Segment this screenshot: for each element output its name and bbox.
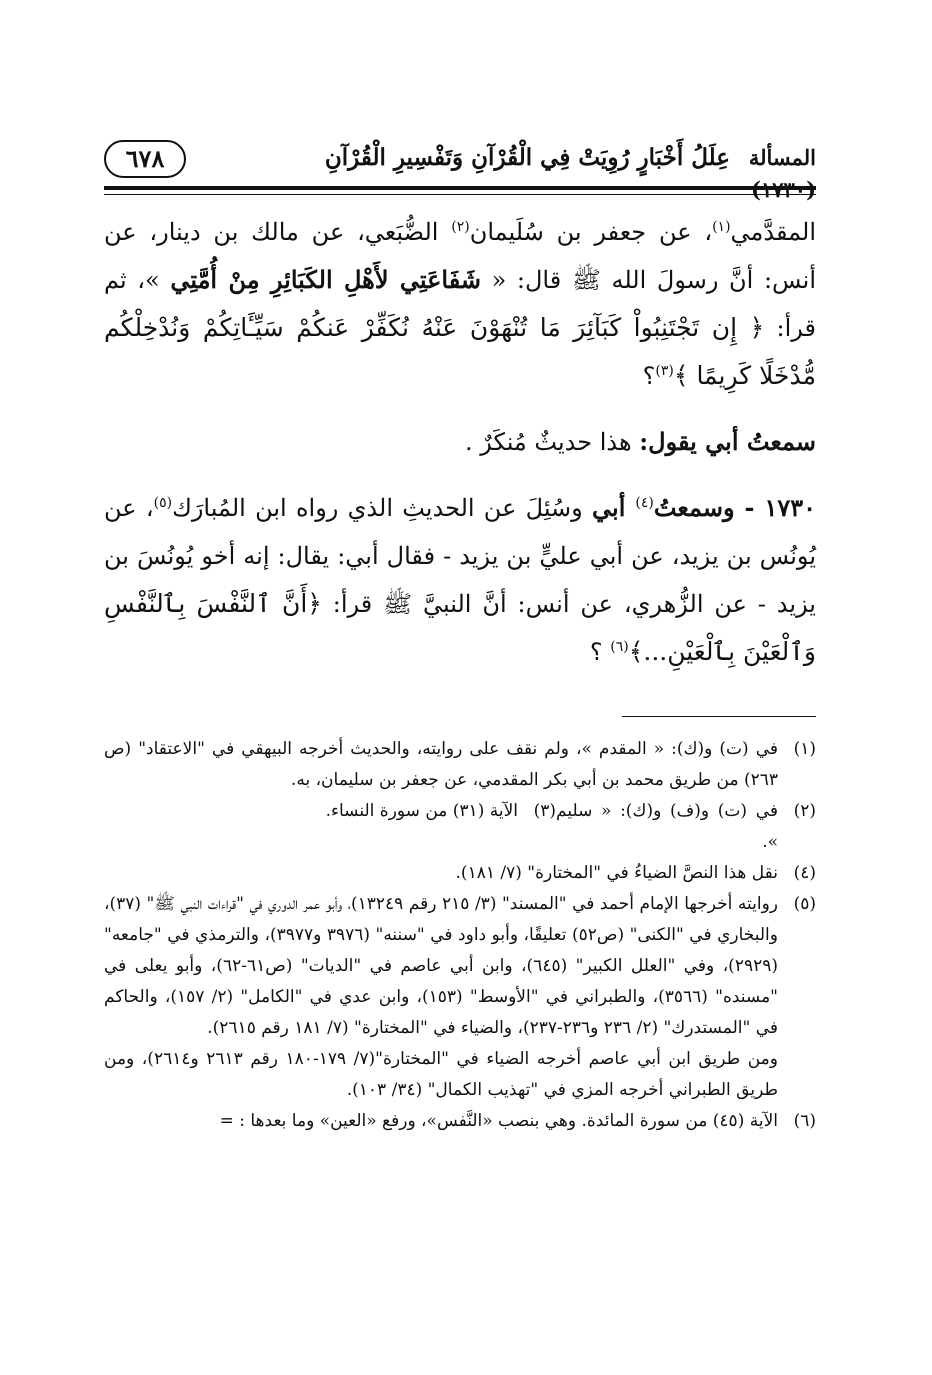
footnote-ref[interactable]: (٣) bbox=[655, 363, 674, 379]
narrator-label: سمعتُ أبي يقول: bbox=[639, 427, 816, 456]
footnote-2 bbox=[556, 796, 816, 858]
text-run: ، عن جعفر بن سُلَيمان bbox=[469, 218, 713, 246]
footnote-ref[interactable]: (٦) bbox=[610, 639, 629, 655]
spacer bbox=[104, 466, 816, 484]
issue-heading: ١٧٣٠ - وسمعتُ bbox=[653, 493, 817, 522]
text-run: المقدَّمي bbox=[730, 218, 816, 246]
footnote-text: الآية (٤٥) من سورة المائدة. وهي بنصب «النَّفس»، ورفع «العين» وما بعدها : = bbox=[219, 1111, 778, 1131]
footnote-number: (٤) bbox=[793, 863, 816, 883]
footnote-text: في (ت) و(ك): « المقدم »، ولم نقف على روايته، والحديث أخرجه البيهقي في "الاعتقاد" (ص ٢٦٣) من طريق محمد بن أبي بكر المقدمي، عن جعفر بن سليمان، به. bbox=[104, 739, 778, 790]
text-run: »، ثم قرأ: bbox=[104, 266, 816, 342]
text-run: ؟ bbox=[642, 362, 656, 390]
footnote-text: نقل هذا النصَّ الضياءُ في "المختارة" (٧/ ١٨١). bbox=[455, 863, 778, 883]
footnote-3 bbox=[296, 796, 556, 858]
page-number: ٦٧٨ bbox=[104, 140, 186, 178]
footnote-ref[interactable]: (٤) bbox=[635, 495, 654, 511]
footnote-text bbox=[104, 889, 778, 1106]
text-run: ؟ bbox=[589, 638, 611, 666]
paragraph-verdict bbox=[104, 418, 816, 466]
spacer bbox=[104, 400, 816, 418]
paragraph-hadith bbox=[104, 208, 816, 400]
footnote-separator bbox=[622, 716, 816, 717]
footnote-number: (١) bbox=[793, 739, 816, 759]
footnote-text: الآية (٣١) من سورة النساء. bbox=[325, 801, 518, 821]
issue-number: المسألة bbox=[748, 145, 816, 170]
footnote-ref[interactable]: (١) bbox=[712, 219, 731, 235]
footnotes-2-3 bbox=[104, 796, 816, 858]
quran-verse: ﴿أَنَّ ٱلنَّفْسَ بِٱلنَّفْسِ وَٱلْعَيْنَ بِٱلْعَيْنِ...﴾ bbox=[104, 589, 816, 666]
footnote-6 bbox=[104, 1106, 816, 1137]
footnote-text: في (ت) و(ف) و(ك): « سليم ». bbox=[556, 801, 778, 852]
paragraph-issue-1730 bbox=[104, 484, 816, 676]
footnote-5 bbox=[104, 889, 816, 1106]
verdict-text: هذا حديثٌ مُنكَرٌ . bbox=[464, 428, 640, 456]
footnote-ref[interactable]: (٢) bbox=[451, 219, 470, 235]
page-header bbox=[104, 140, 816, 180]
header-rule-thick bbox=[104, 186, 816, 190]
footnote-text-part: ومن طريق ابن أبي عاصم أخرجه الضياء في "المختارة"(٧/ ١٧٩-١٨٠ رقم ٢٦١٣ و٢٦١٤)، ومن طريق الطبراني أخرجه المزي في "تهذيب الكمال" (٣٤/ ١٠٣). bbox=[104, 1049, 778, 1100]
text-run: الضُّبَعي، عن مالك بن دينار، عن أنس: أنَّ رسولَ الله ﷺ قال: « bbox=[104, 218, 816, 294]
footnote-number: (٢) bbox=[793, 801, 816, 821]
footnote-1 bbox=[104, 734, 816, 796]
footnote-number: (٣) bbox=[533, 801, 556, 821]
text-run: أبي bbox=[592, 493, 636, 522]
footnote-4 bbox=[104, 858, 816, 889]
hadith-text: شَفَاعَتِي لأَهْلِ الكَبَائِرِ مِنْ أُمَّتِي bbox=[170, 265, 481, 294]
footnote-number: (٥) bbox=[793, 894, 816, 914]
footnotes bbox=[104, 734, 816, 1137]
header-rule-thin bbox=[104, 194, 816, 195]
main-text bbox=[104, 208, 816, 676]
running-title: عِلَلُ أَخْبَارٍ رُوِيَتْ فِي الْقُرْآنِ وَتَفْسِيرِ الْقُرْآنِ bbox=[324, 144, 730, 171]
footnote-ref[interactable]: (٥) bbox=[153, 495, 173, 511]
quran-verse: ﴿ إِن تَجْتَنِبُواْ كَبَآئِرَ مَا تُنْهَوْنَ عَنْهُ نُكَفِّرْ عَنكُمْ سَيِّـَٔاتِكُمْ وَنُدْخِلْكُم مُّدْخَلًا كَرِيمًا ﴾ bbox=[104, 313, 816, 390]
text-run: ، عن يُونُس بن يزيد، عن أبي عليٍّ بن يزيد - فقال أبي: يقال: إنه أخو يُونُسَ بن يزيد - عن الزُّهري، عن أنس: أنَّ النبيَّ ﷺ قرأ: bbox=[104, 494, 816, 618]
text-run: وسُئِلَ عن الحديثِ الذي رواه ابن المُبارَك bbox=[172, 494, 593, 522]
footnote-text-part: روايته أخرجها الإمام أحمد في "المسند" (٣/ ٢١٥ رقم ١٣٢٤٩)، وأبو عمر الدوري في "قراءات النبي ﷺ" (٣٧)، والبخاري في "الكنى" (ص٥٢) تعليقًا، وأبو داود في "سننه" (٣٩٧٦ و٣٩٧٧)، والترمذي في "جامعه" (٢٩٢٩)، وفي "العلل الكبير" (٦٤٥)، وابن أبي عاصم في "الديات" (ص٦١-٦٢)، وأبو يعلى في "مسنده" (٣٥٦٦)، والطبراني في "الأوسط" (١٥٣)، وابن عدي في "الكامل" (٢/ ١٥٧)، والحاكم في "المستدرك" (٢/ ٢٣٦ و٢٣٦-٢٣٧)، والضياء في "المختارة" (٧/ ١٨١ رقم ٢٦١٥). bbox=[104, 894, 779, 1038]
footnote-number: (٦) bbox=[793, 1111, 816, 1131]
